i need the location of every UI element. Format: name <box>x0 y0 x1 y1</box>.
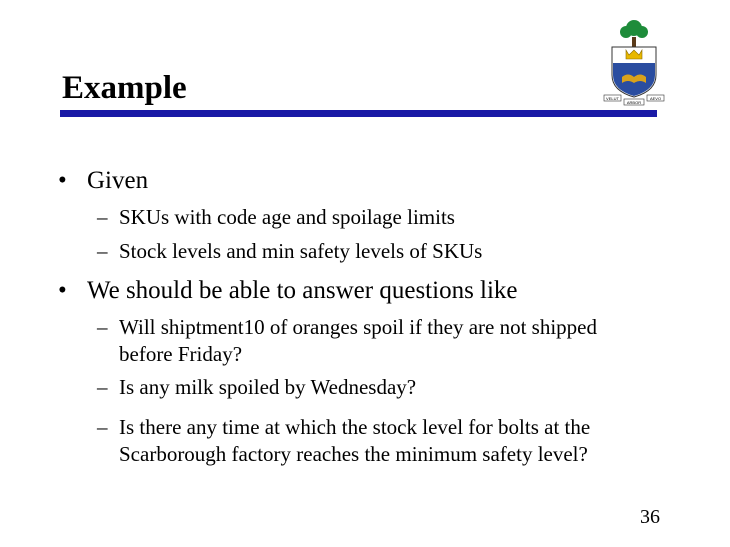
bullet-mark: • <box>58 277 67 304</box>
sub-bullet-sku-limits <box>97 204 637 231</box>
dash-mark: – <box>97 239 108 263</box>
page-number: 36 <box>640 506 660 528</box>
sub-bullet-text: Is there any time at which the stock level for bolts at the Scarborough factory reaches the minimum safety level? <box>119 415 591 466</box>
sub-bullet-text: SKUs with code age and spoilage limits <box>119 205 455 229</box>
crest-motto-bottom: ARBOR <box>626 100 642 105</box>
crest-motto-right: AEVO <box>649 96 662 101</box>
university-crest-icon <box>602 17 666 106</box>
sub-bullet-text: Is any milk spoiled by Wednesday? <box>119 375 417 399</box>
title-underline <box>60 110 657 117</box>
sub-bullet-bolts <box>97 414 637 468</box>
sub-bullet-oranges <box>97 314 637 368</box>
dash-mark: – <box>97 315 108 339</box>
dash-mark: – <box>97 375 108 399</box>
bullet-mark: • <box>58 167 67 194</box>
sub-bullet-stock-levels <box>97 238 637 265</box>
bullet-text: We should be able to answer questions like <box>87 277 518 304</box>
slide-title: Example <box>62 70 187 106</box>
bullet-text: Given <box>87 167 149 194</box>
dash-mark: – <box>97 415 108 439</box>
sub-bullet-text: Will shiptment10 of oranges spoil if they are not shipped before Friday? <box>119 315 597 366</box>
dash-mark: – <box>97 205 108 229</box>
crest-motto-left: VELUT <box>606 96 619 101</box>
sub-bullet-text: Stock levels and min safety levels of SKUs <box>119 239 483 263</box>
sub-bullet-milk <box>97 374 637 401</box>
